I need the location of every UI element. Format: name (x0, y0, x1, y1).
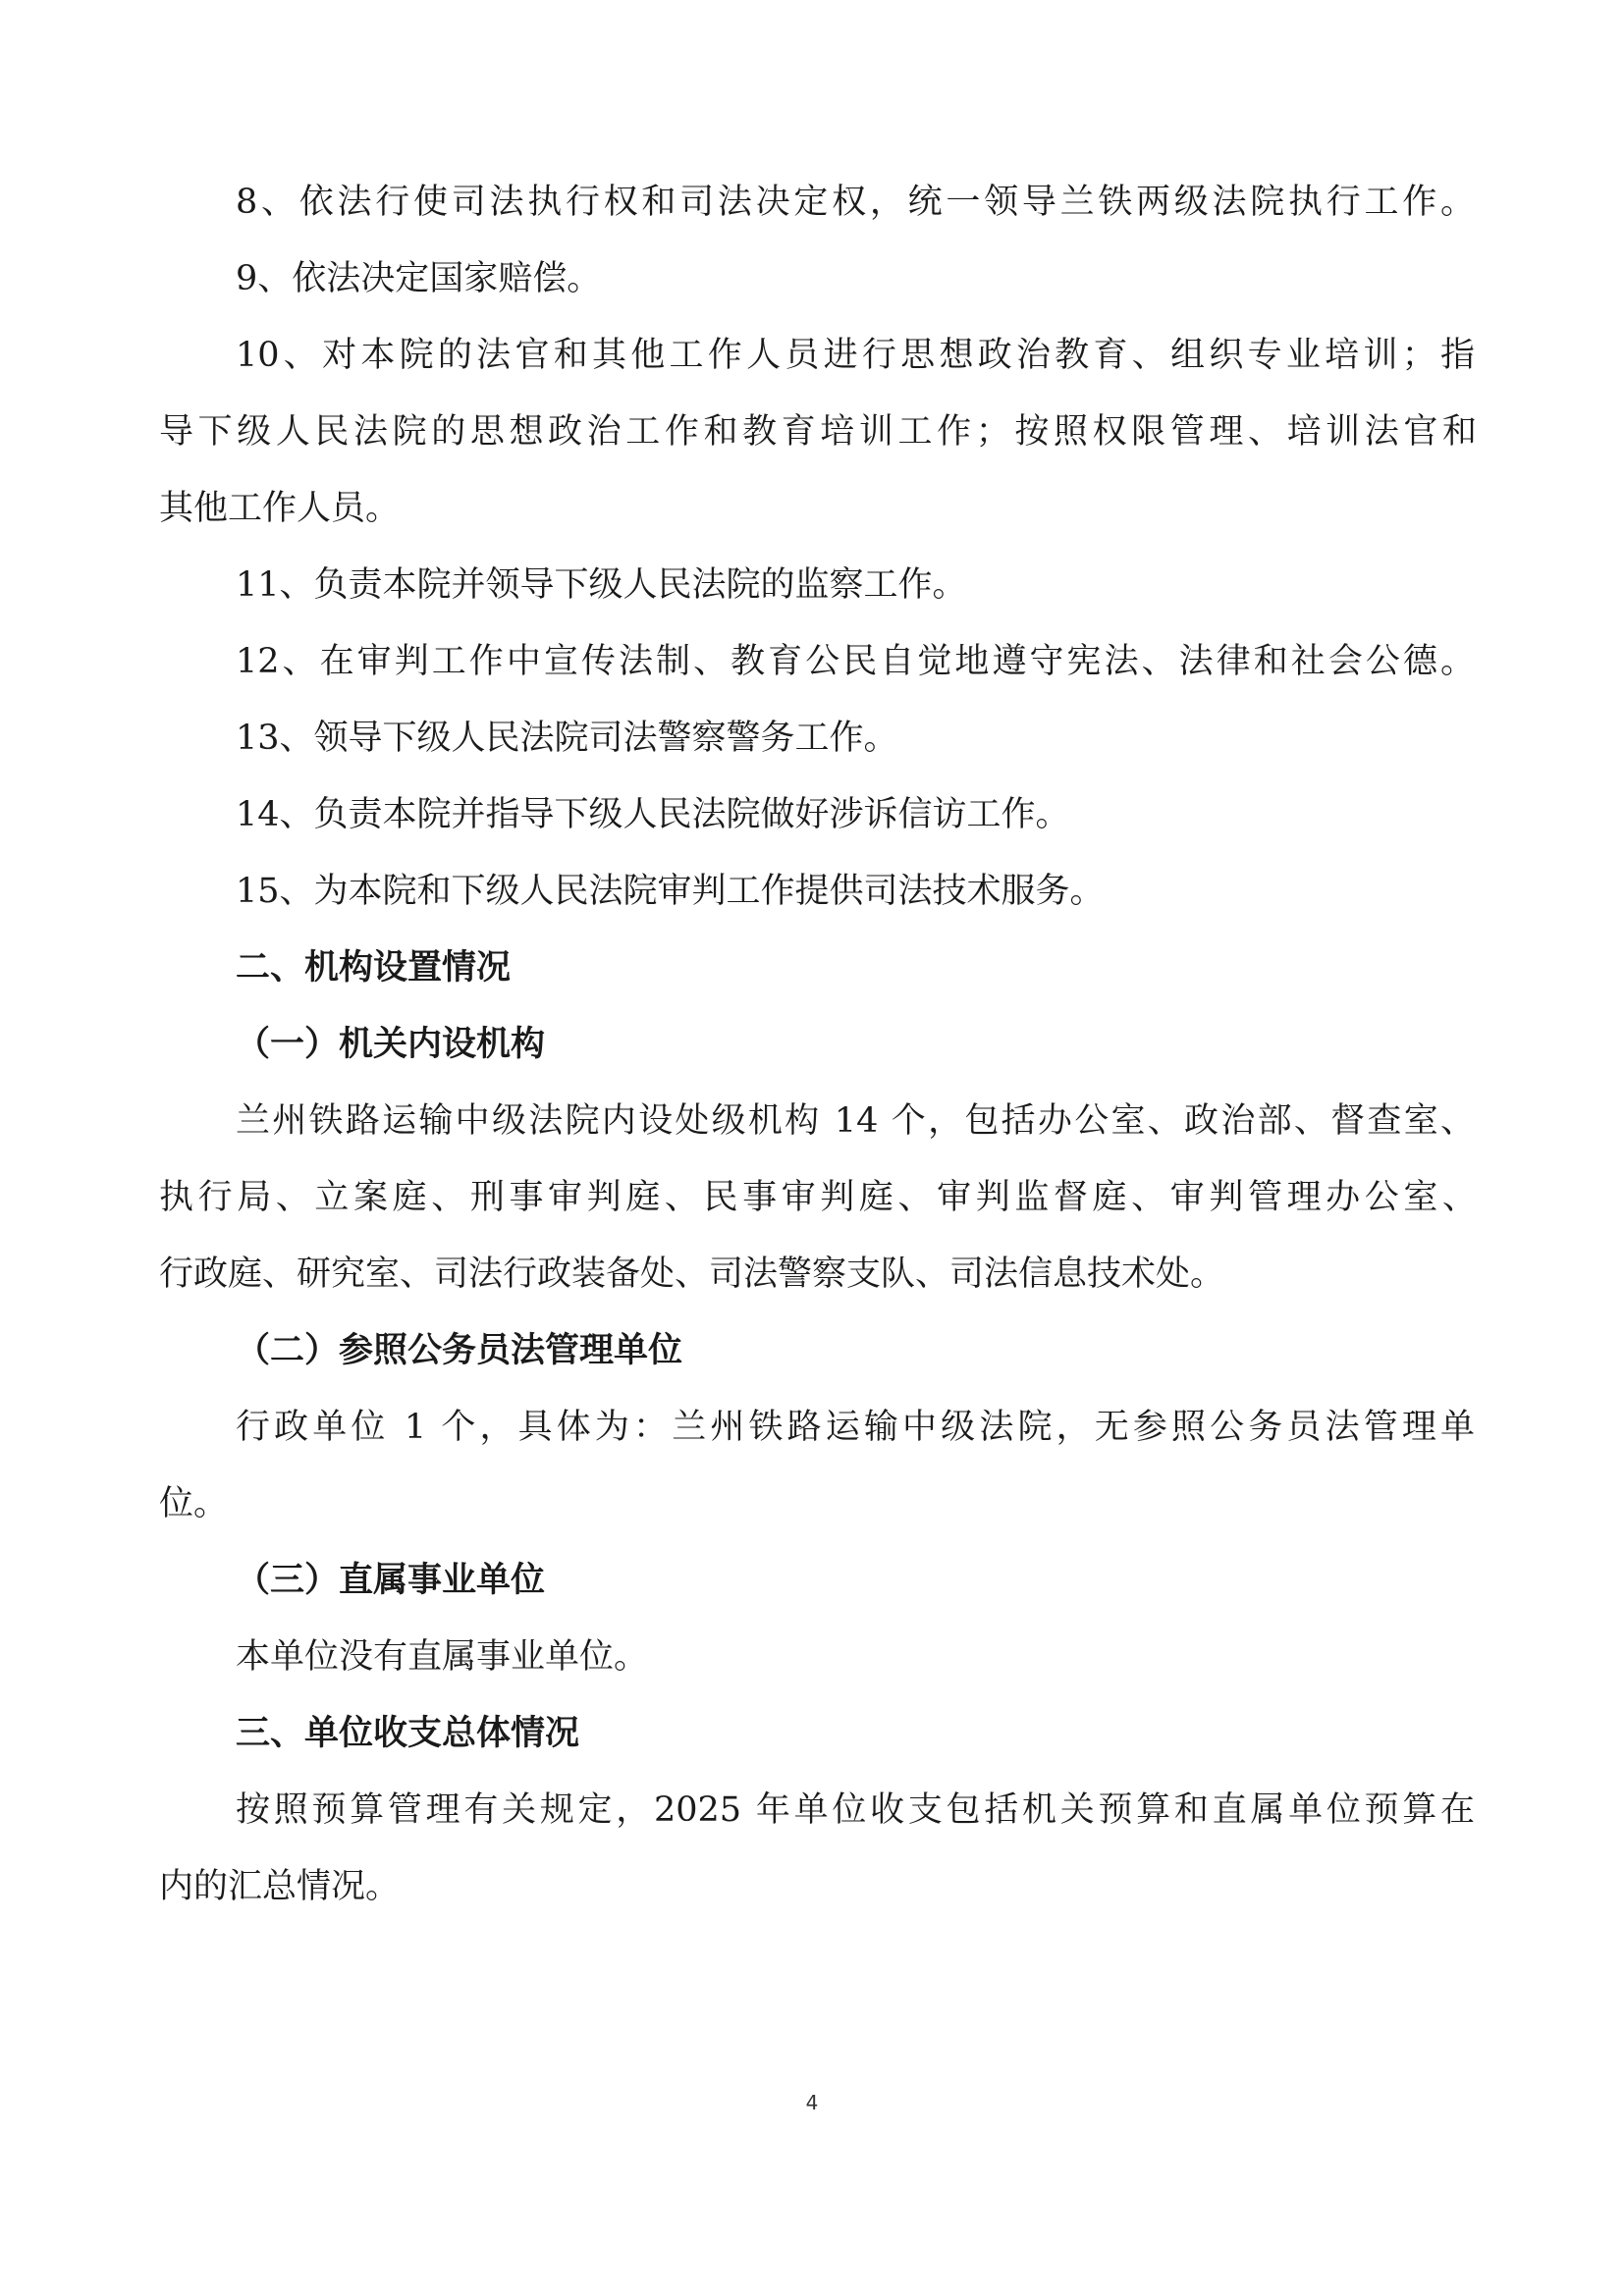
subsection-heading-2: （二）参照公务员法管理单位 (236, 1330, 683, 1370)
paragraph-item-14: 14、负责本院并指导下级人民法院做好涉诉信访工作。 (236, 795, 1070, 834)
paragraph-item-10-line-3: 其他工作人员。 (159, 489, 401, 528)
institution-paragraph-line-2: 执行局、立案庭、刑事审判庭、民事审判庭、审判监督庭、审判管理办公室、 (159, 1178, 1477, 1217)
budget-paragraph-line-1: 按照预算管理有关规定，2025 年单位收支包括机关预算和直属单位预算在 (236, 1790, 1475, 1830)
paragraph-item-13: 13、领导下级人民法院司法警察警务工作。 (236, 719, 898, 758)
paragraph-item-10-line-1: 10、对本院的法官和其他工作人员进行思想政治教育、组织专业培训；指 (236, 336, 1475, 375)
institution-paragraph-line-3: 行政庭、研究室、司法行政装备处、司法警察支队、司法信息技术处。 (159, 1255, 1225, 1294)
admin-unit-paragraph-line-2: 位。 (159, 1484, 229, 1523)
institution-paragraph-line-1: 兰州铁路运输中级法院内设处级机构 14 个，包括办公室、政治部、督查室、 (236, 1101, 1475, 1141)
admin-unit-paragraph-line-1: 行政单位 1 个，具体为：兰州铁路运输中级法院，无参照公务员法管理单 (236, 1408, 1475, 1447)
affiliated-unit-paragraph: 本单位没有直属事业单位。 (236, 1637, 649, 1677)
paragraph-item-11: 11、负责本院并领导下级人民法院的监察工作。 (236, 565, 967, 605)
paragraph-item-8: 8、依法行使司法执行权和司法决定权，统一领导兰铁两级法院执行工作。 (236, 183, 1475, 222)
paragraph-item-10-line-2: 导下级人民法院的思想政治工作和教育培训工作；按照权限管理、培训法官和 (159, 412, 1477, 452)
section-heading-2: 二、机构设置情况 (236, 947, 512, 988)
budget-paragraph-line-2: 内的汇总情况。 (159, 1867, 401, 1906)
paragraph-item-12: 12、在审判工作中宣传法制、教育公民自觉地遵守宪法、法律和社会公德。 (236, 642, 1475, 681)
subsection-heading-3: （三）直属事业单位 (236, 1560, 546, 1600)
page-number: 4 (805, 2091, 819, 2114)
subsection-heading-1: （一）机关内设机构 (236, 1024, 546, 1064)
section-heading-3: 三、单位收支总体情况 (236, 1713, 580, 1753)
paragraph-item-15: 15、为本院和下级人民法院审判工作提供司法技术服务。 (236, 872, 1105, 911)
paragraph-item-9: 9、依法决定国家赔偿。 (236, 259, 602, 298)
